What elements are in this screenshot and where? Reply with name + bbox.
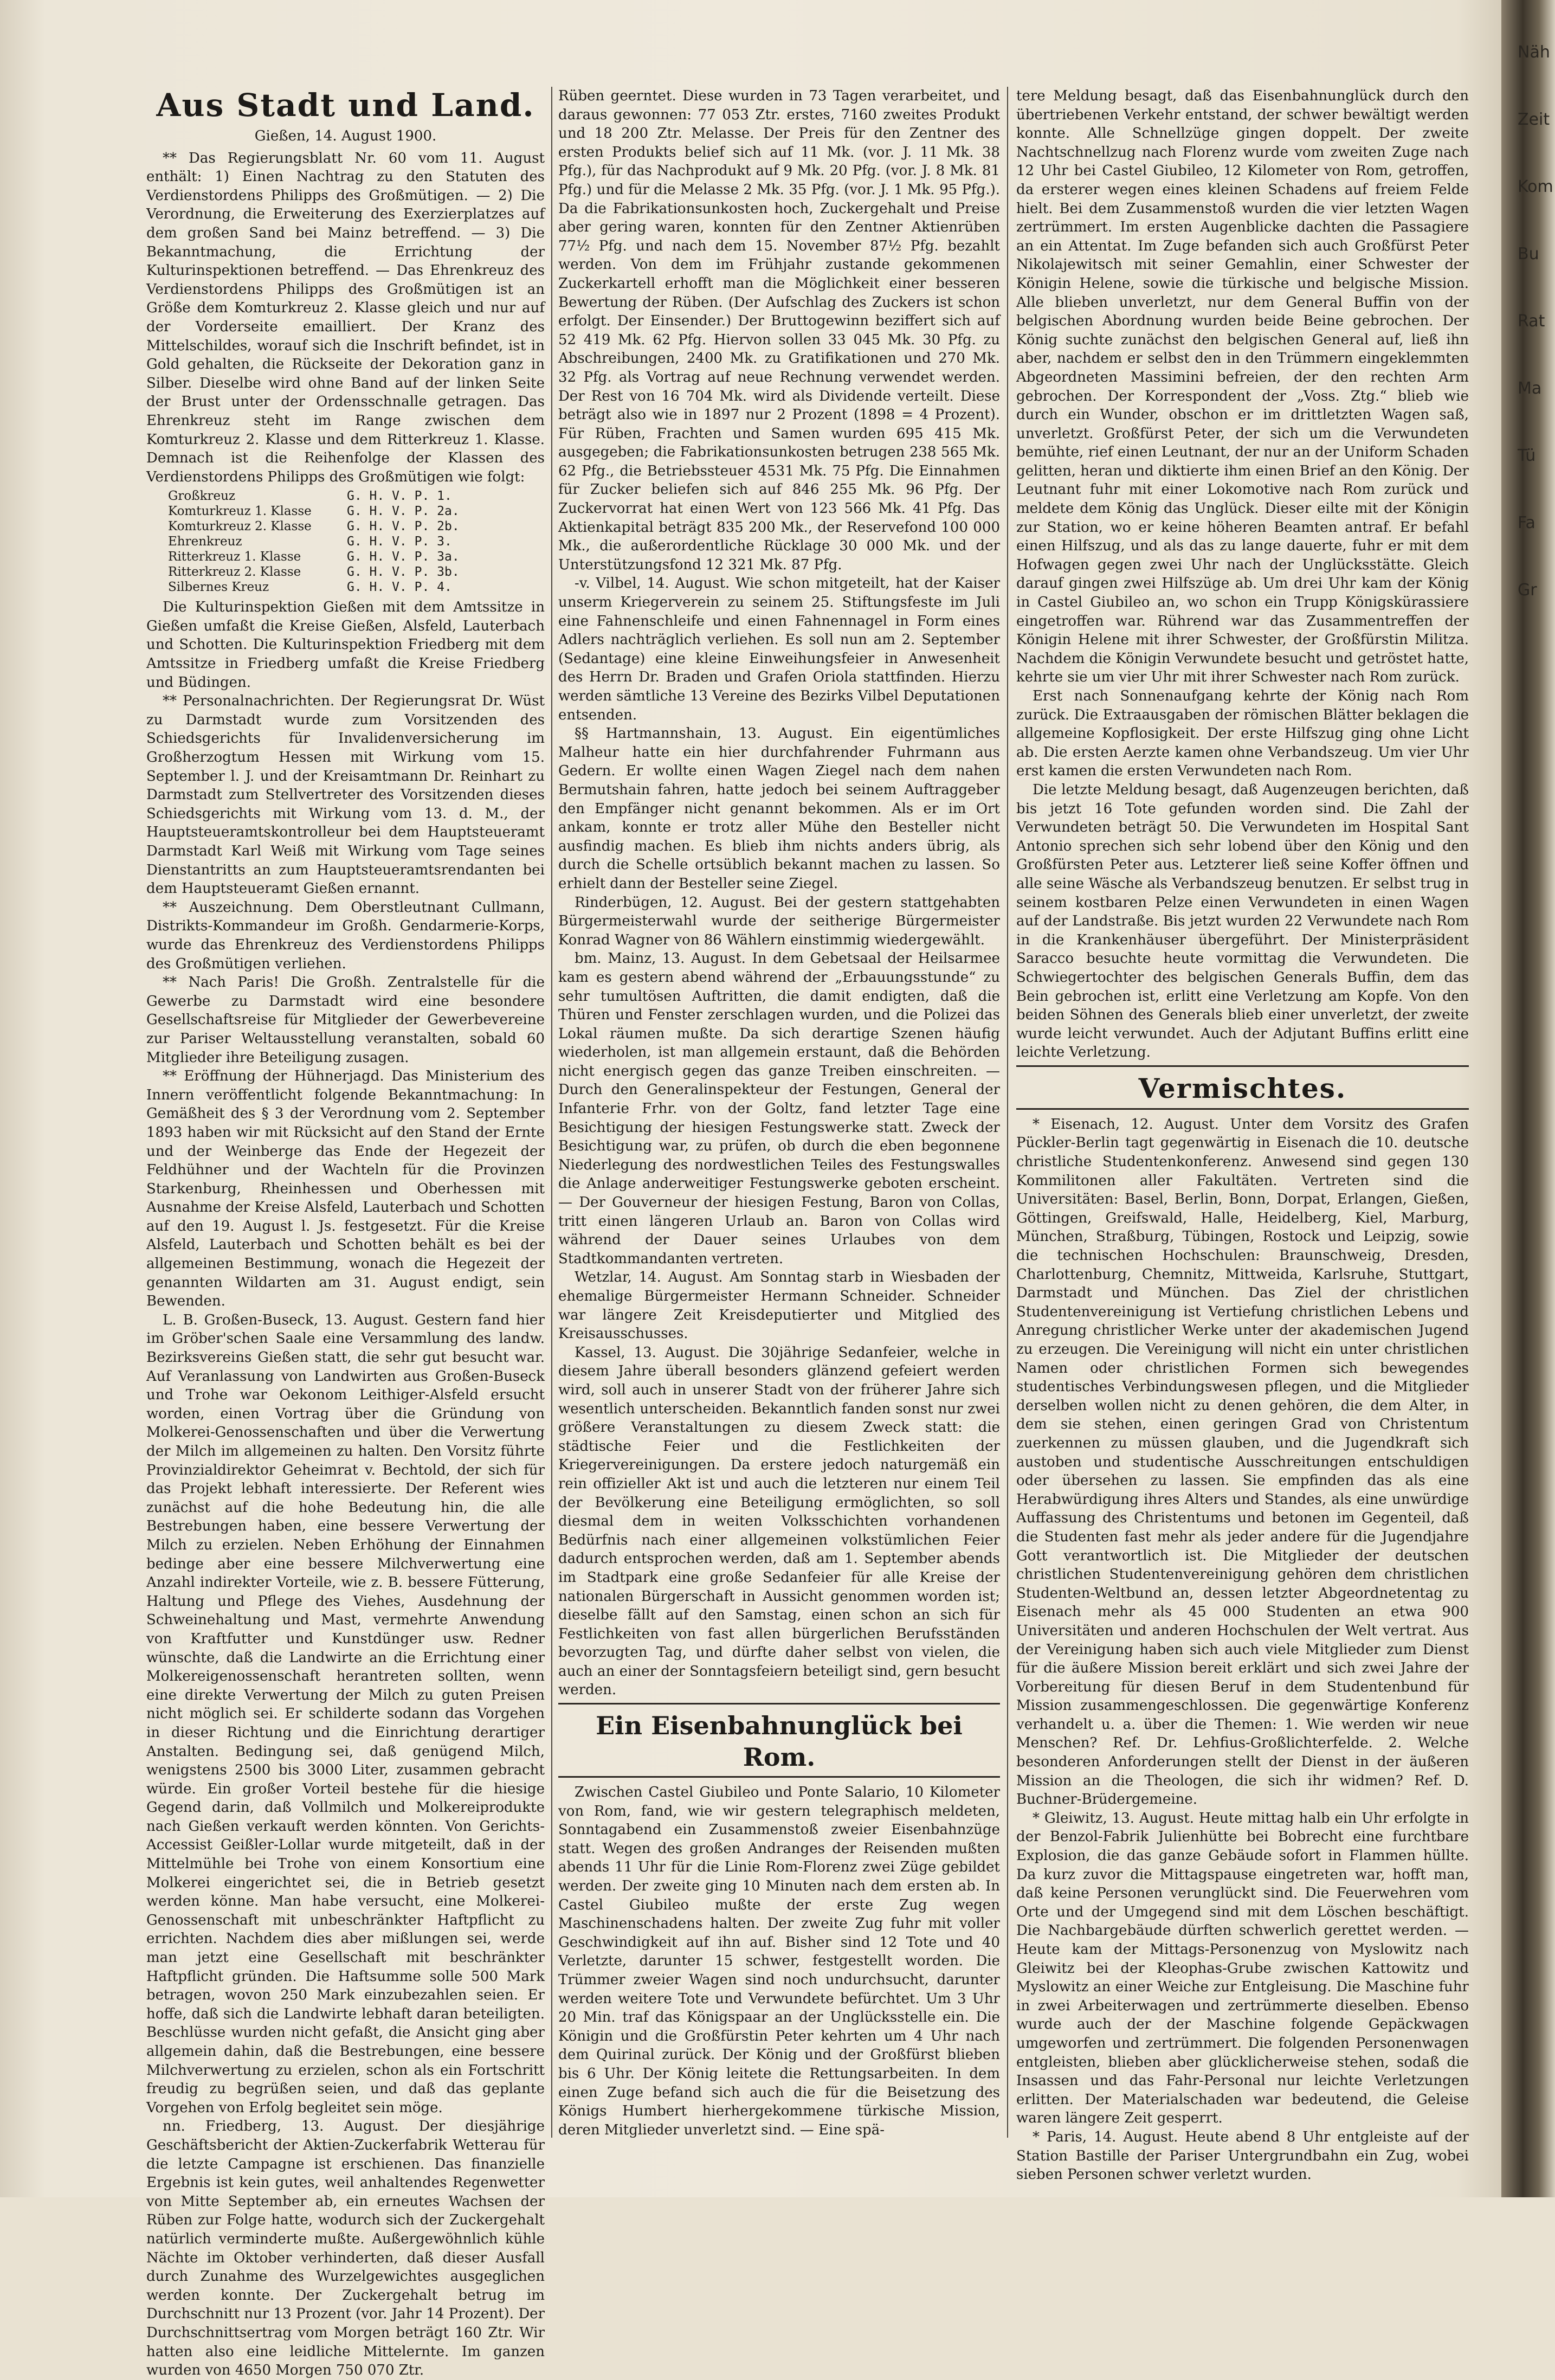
adjacent-page-fragment	[1518, 43, 1555, 2158]
order-class-list	[168, 488, 545, 595]
fragment-text: Gr	[1518, 581, 1537, 600]
section-title: Aus Stadt und Land.	[156, 87, 535, 124]
paragraph: Kassel, 13. August. Die 30jährige Sedanfeier, welche in diesem Jahre überall besonders glänzend gefeiert werden wird, soll auch in unserer Stadt von der früherer Jahre sich wesentlich unterscheiden. Bekanntlich fanden sonst nur zwei größere Veranstaltungen zu diesem Zweck statt: die städtische Feier und die Festlichkeiten der Kriegervereinigungen. Da erstere jedoch naturgemäß ein rein offizieller Akt ist und auch die letzteren nur einem Teil der Bevölkerung eine Beteiligung ermöglichten, so soll diesmal dem in weiten Volksschichten vorhandenen Bedürfnis nach einer allgemeinen volkstümlichen Feier dadurch entsprochen werden, daß am 1. September abends im Stadtpark eine große Sedanfeier für alle Kreise der nationalen Bürgerschaft in Aussicht genommen worden ist; dieselbe fällt auf den Samstag, einen schon an sich für Festlichkeiten von fast allen bürgerlichen Berufsständen bevorzugten Tag, und dürfte daher selbst von vielen, die auch an einer der Sonntagsfeiern beteiligt sind, gern besucht werden.	[558, 1344, 1000, 1699]
list-item: Ehrenkreuz G. H. V. P. 3.	[168, 535, 452, 549]
paragraph: * Paris, 14. August. Heute abend 8 Uhr entgleiste auf der Station Bastille der Pariser Untergrundbahn ein Zug, wobei sieben Personen schwer verletzt wurden.	[1016, 2128, 1469, 2183]
divider	[1016, 1108, 1469, 1110]
paragraph: tere Meldung besagt, daß das Eisenbahnunglück durch den übertriebenen Verkehr entstand, der schwer bewältigt werden konnte. Alle Schnellzüge gingen doppelt. Der zweite Nachtschnellzug nach Florenz wurde vom zweiten Zuge nach 12 Uhr bei Castel Giubileo, 12 Kilometer von Rom, getroffen, da ersterer wegen eines kleinen Schadens auf freiem Felde hielt. Bei dem Zusammenstoß wurden die vier letzten Wagen zertrümmert. Im ersten Augenblicke dachten die Passagiere an ein Attentat. Im Zuge befanden sich auch Großfürst Peter Nikolajewitsch mit seiner Gemahlin, einer Schwester der Königin Helene, sowie die türkische und belgische Mission. Alle blieben unverletzt, nur dem General Buffin von der belgischen Abordnung wurden beide Beine gebrochen. Der König suchte zunächst den belgischen General auf, ließ ihn aber, nachdem er selbst den in den Trümmern eingeklemmten Abgeordneten Massimini befreien, der den rechten Arm gebrochen. Der Korrespondent der „Voss. Ztg.“ blieb wie durch ein Wunder, obschon er im drittletzten Wagen saß, unverletzt. Großfürst Peter, der sich um die Verwundeten bemühte, rief einen Leutnant, der nur an der Uniform Schaden gelitten, heran und diktierte ihm einen Brief an den König. Der Leutnant fuhr mit einer Lokomotive nach Rom zurück und meldete dem König das Unglück. Dieser eilte mit der Königin zur Station, wo er keine höheren Beamten antraf. Er befahl einen Hilfszug, und als das zu lange dauerte, fuhr er mit dem Hofwagen gegen zwei Uhr nach der Unglücksstätte. Gleich darauf gingen zwei Hilfszüge ab. Um drei Uhr kam der König in Castel Giubileo an, wo schon ein Trupp Königskürassiere eingetroffen war. Rührend war das Zusammentreffen der Königin Helene mit ihrer Schwester, der Großfürstin Militza. Nachdem die Königin Verwundete besucht und getröstet hatte, kehrte sie um vier Uhr mit ihrer Schwester nach Rom zurück.	[1016, 88, 1469, 686]
fragment-text: Bu	[1518, 245, 1539, 263]
list-item: Ritterkreuz 2. Klasse G. H. V. P. 3b.	[168, 565, 460, 580]
paragraph: ** Das Regierungsblatt Nr. 60 vom 11. August enthält: 1) Einen Nachtrag zu den Statuten des Verdienstordens Philipps des Großmütigen. — 2) Die Verordnung, die Erweiterung des Exerzierplatzes auf dem großen Sand bei Mainz betreffend. — 3) Die Bekanntmachung, die Errichtung der Kulturinspektionen betreffend. — Das Ehrenkreuz des Verdienstordens Philipps des Großmütigen ist an Größe dem Komturkreuz 2. Klasse gleich und nur auf der Vorderseite emailliert. Der Kranz des Mittelschildes, worauf sich die Inschrift befindet, ist in Gold gehalten, die Rückseite der Dekoration ganz in Silber. Dieselbe wird ohne Band auf der linken Seite der Brust unter der Ordensschnalle getragen. Das Ehrenkreuz steht im Range zwischen dem Komturkreuz 2. Klasse und dem Ritterkreuz 1. Klasse. Demnach ist die Reihenfolge der Klassen des Verdienstordens Philipps des Großmütigen wie folgt:	[146, 150, 545, 485]
dateline: Gießen, 14. August 1900.	[254, 128, 437, 144]
list-item: Großkreuz G. H. V. P. 1.	[168, 489, 452, 504]
column-3	[1016, 87, 1469, 2183]
paragraph: Die letzte Meldung besagt, daß Augenzeugen berichten, daß bis jetzt 16 Tote gefunden worden sind. Die Zahl der Verwundeten beträgt 50. Die Verwundeten im Hospital Sant Antonio sprechen sich sehr lobend über den König und den Großfürsten Peter aus. Letzterer ließ seine Koffer öffnen und alle seine Wäsche als Verbandszeug benutzen. Er selbst trug in seinem kostbaren Pelze einen Verwundeten in einen Wagen auf der Landstraße. Bis jetzt wurden 22 Verwundete nach Rom in die Krankenhäuser übergeführt. Der Ministerpräsident Saracco besuchte heute vormittag die Verwundeten. Die Schwiegertochter des belgischen Generals Buffin, dem das Bein gebrochen ist, erlitt eine Verletzung am Kopfe. Von den beiden Söhnen des Generals blieb einer unverletzt, der zweite wurde leicht verwundet. Auch der Adjutant Buffins erlitt eine leichte Verletzung.	[1016, 781, 1469, 1061]
paragraph: Wetzlar, 14. August. Am Sonntag starb in Wiesbaden der ehemalige Bürgermeister Hermann Schneider. Schneider war längere Zeit Kreisdeputierter und Mitglied des Kreisausschusses.	[558, 1269, 1000, 1342]
paragraph: * Gleiwitz, 13. August. Heute mittag halb ein Uhr erfolgte in der Benzol-Fabrik Julienhütte bei Bobrecht eine furchtbare Explosion, die das ganze Gebäude sofort in Flammen hüllte. Da kurz zuvor die Mittagspause eingetreten war, hofft man, daß keine Personen verunglückt sind. Die Feuerwehren vom Orte und der Umgegend sind mit dem Löschen beschäftigt. Die Nachbargebäude dürften schwerlich gerettet werden. — Heute kam der Mittags-Personenzug von Myslowitz nach Gleiwitz bei der Kleophas-Grube zwischen Kattowitz und Myslowitz an einer Weiche zur Entgleisung. Die Maschine fuhr in zwei Arbeiterwagen und zertrümmerte dieselben. Ebenso wurde auch der der Maschine folgende Gepäckwagen umgeworfen und zertrümmert. Die folgenden Personenwagen entgleisten, blieben aber glücklicherweise stehen, sodaß die Insassen und das Fahr-Personal nur leichte Verletzungen erlitten. Der Materialschaden war bedeutend, die Geleise waren längere Zeit gesperrt.	[1016, 1810, 1469, 2127]
divider	[558, 1703, 1000, 1704]
fragment-text: Zeit	[1518, 110, 1550, 129]
paragraph: L. B. Großen-Buseck, 13. August. Gestern fand hier im Gröber'schen Saale eine Versammlung des landw. Bezirksvereins Gießen statt, die sehr gut besucht war. Auf Veranlassung von Landwirten aus Großen-Buseck und Trohe war Oekonom Leithiger-Alsfeld ersucht worden, einen Vortrag über die Gründung von Molkerei-Genossenschaften und über die Verwertung der Milch im allgemeinen zu halten. Den Vorsitz führte Provinzialdirektor Geheimrat v. Bechtold, der sich für das Projekt lebhaft interessierte. Der Referent wies zunächst auf die hohe Bedeutung hin, die alle Bestrebungen haben, eine bessere Verwertung der Milch zu erzielen. Neben Erhöhung der Einnahmen bedinge aber eine bessere Milchverwertung eine Anzahl indirekter Vorteile, wie z. B. bessere Fütterung, Haltung und Pflege des Viehes, Ausdehnung der Schweinehaltung und Mast, vermehrte Anwendung von Kraftfutter und Kunstdünger usw. Redner wünschte, daß die Landwirte an die Errichtung einer Molkereigenossenschaft herantreten sollten, wenn eine direkte Verwertung der Milch zu guten Preisen nicht möglich sei. Er schilderte sodann das Vorgehen in dieser Richtung und die Einrichtung derartiger Anstalten. Bedingung sei, daß genügend Milch, wenigstens 2500 bis 3000 Liter, zusammen gebracht würde. Ein großer Vorteil bestehe für die hiesige Gegend darin, daß Vollmilch und Molkereiprodukte nach Gießen verkauft werden könnten. Von Gerichts-Accessist Geißler-Lollar wurde mitgeteilt, daß in der Mittelmühle bei Trohe von einem Konsortium eine Molkerei eingerichtet sei, die in Betrieb gesetzt werden könne. Man habe versucht, eine Molkerei-Genossenschaft mit unbeschränkter Haftpflicht zu errichten. Nachdem dies aber mißlungen sei, werde man jetzt eine Gesellschaft mit beschränkter Haftpflicht gründen. Die Haftsumme solle 500 Mark betragen, wovon 250 Mark einzubezahlen seien. Er hoffe, daß sich die Landwirte lebhaft daran beteiligten. Beschlüsse wurden nicht gefaßt, die Ansicht ging aber allgemein dahin, daß die Bestrebungen, eine bessere Milchverwertung zu erzielen, schon als ein Fortschritt freudig zu begrüßen seien, und daß das geplante Vorgehen von Erfolg begleitet sein möge.	[146, 1311, 545, 2116]
fragment-text: Rat	[1518, 312, 1545, 331]
column-2	[558, 87, 1000, 2138]
fragment-text: Tü	[1518, 446, 1536, 465]
fragment-text: Fa	[1518, 513, 1535, 532]
paragraph: bm. Mainz, 13. August. In dem Gebetsaal der Heilsarmee kam es gestern abend während der „Erbauungsstunde“ zu sehr tumultösen Auftritten, die damit endigten, daß die Thüren und Fenster zerschlagen wurden, und die Polizei das Lokal räumen mußte. Da sich derartige Szenen häufig wiederholen, ist man allgemein erstaunt, daß die Behörden nicht energisch gegen das ganze Treiben einschreiten. — Durch den Generalinspekteur der Festungen, General der Infanterie Frhr. von der Goltz, fand letzter Tage eine Besichtigung der hiesigen Festungswerke statt. Zweck der Besichtigung war, zu prüfen, ob durch die eben begonnene Niederlegung des nordwestlichen Teiles des Festungswalles die Anlage anderweitiger Festungswerke geboten erscheint. — Der Gouverneur der hiesigen Festung, Baron von Collas, tritt einen längeren Urlaub an. Baron von Collas wird während der Dauer seines Urlaubes von dem Stadtkommandanten vertreten.	[558, 950, 1000, 1267]
list-item: Komturkreuz 1. Klasse G. H. V. P. 2a.	[168, 504, 460, 519]
paragraph: Die Kulturinspektion Gießen mit dem Amtssitze in Gießen umfaßt die Kreise Gießen, Alsfeld, Lauterbach und Schotten. Die Kulturinspektion Friedberg mit dem Amtssitze in Friedberg umfaßt die Kreise Friedberg und Büdingen.	[146, 599, 545, 691]
fragment-text: Kom	[1518, 177, 1553, 196]
divider	[558, 1776, 1000, 1778]
divider	[1016, 1065, 1469, 1067]
paragraph: nn. Friedberg, 13. August. Der diesjährige Geschäftsbericht der Aktien-Zuckerfabrik Wetterau für die letzte Campagne ist erschienen. Das finanzielle Ergebnis ist kein gutes, weil anhaltendes Regenwetter von Mitte September ab, ein erneutes Wachsen der Rüben zur Folge hatte, wodurch sich der Zuckergehalt natürlich verminderte mußte. Außergewöhnlich kühle Nächte im Oktober verhinderten, daß dieser Ausfall durch Zunahme des Wurzelgewichtes ausgeglichen werden konnte. Der Zuckergehalt betrug im Durchschnitt nur 13 Prozent (vor. Jahr 14 Prozent). Der Durchschnittsertrag vom Morgen beträgt 160 Ztr. Wir hatten also eine leidliche Mittelernte. Im ganzen wurden von 4650 Morgen 750 070 Ztr.	[146, 2118, 545, 2379]
paragraph: §§ Hartmannshain, 13. August. Ein eigentümliches Malheur hatte ein hier durchfahrender Fuhrmann aus Gedern. Er wollte einen Wagen Ziegel nach dem nahen Bermutshain fahren, hatte jedoch bei seinem Auftraggeber den Empfänger nicht genannt bekommen. Als er im Ort ankam, konnte er trotz aller Mühe den Besteller nicht ausfindig machen. Es blieb ihm nichts anders übrig, als durch die Schelle ortsüblich bekannt machen zu lassen. So erhielt dann der Besteller seine Ziegel.	[558, 725, 1000, 892]
paragraph: Rüben geerntet. Diese wurden in 73 Tagen verarbeitet, und daraus gewonnen: 77 053 Ztr. erstes, 7160 zweites Produkt und 18 200 Ztr. Melasse. Der Preis für den Zentner des ersten Produkts belief sich auf 11 Mk. (vor. J. 11 Mk. 38 Pfg.), für das Nachprodukt auf 9 Mk. 20 Pfg. (vor. J. 8 Mk. 81 Pfg.) und für die Melasse 2 Mk. 35 Pfg. (vor. J. 1 Mk. 95 Pfg.). Da die Fabrikationsunkosten hoch, Zuckergehalt und Preise aber gering waren, konnten für den Zentner Aktienrüben 77½ Pfg. und nach dem 15. November 87½ Pfg. bezahlt werden. Von dem im Frühjahr zustande gekommenen Zuckerkartell erhofft man die Möglichkeit einer besseren Bewertung der Rüben. (Der Aufschlag des Zuckers ist schon erfolgt. Der Einsender.) Der Bruttogewinn beziffert sich auf 52 419 Mk. 62 Pfg. Hiervon sollen 33 045 Mk. 30 Pfg. zu Abschreibungen, 2400 Mk. zu Gratifikationen und 270 Mk. 32 Pfg. als Vortrag auf neue Rechnung verwendet werden. Der Rest von 16 704 Mk. wird als Dividende verteilt. Diese beträgt also wie in 1897 nur 2 Prozent (1898 = 4 Prozent). Für Rüben, Frachten und Samen wurden 695 415 Mk. ausgegeben; die Fabrikationsunkosten betrugen 238 565 Mk. 62 Pfg., die Betriebssteuer 4531 Mk. 75 Pfg. Die Einnahmen für Zucker beliefen sich auf 846 255 Mk. 96 Pfg. Der Zuckervorrat hat einen Wert von 123 566 Mk. 41 Pfg. Das Aktienkapital beträgt 835 200 Mk., der Reservefond 100 000 Mk., die außerordentliche Rücklage 30 000 Mk. und der Unterstützungsfond 12 321 Mk. 87 Pfg.	[558, 88, 1000, 573]
column-rule	[551, 87, 552, 2138]
list-item: Ritterkreuz 1. Klasse G. H. V. P. 3a.	[168, 550, 460, 564]
fragment-text: Ma	[1518, 379, 1542, 398]
paragraph: Erst nach Sonnenaufgang kehrte der König nach Rom zurück. Die Extraausgaben der römischen Blätter beklagen die allgemeine Kopflosigkeit. Der erste Hilfszug ging ohne Licht ab. Die ersten Aerzte kamen ohne Verbandszeug. Um vier Uhr erst kamen die ersten Verwundeten nach Rom.	[1016, 688, 1469, 780]
paragraph: ** Nach Paris! Die Großh. Zentralstelle für die Gewerbe zu Darmstadt wird eine besondere Gesellschaftsreise für Mitglieder der Gewerbevereine zur Pariser Weltausstellung veranstalten, sobald 60 Mitglieder ihre Beteiligung zusagen.	[146, 974, 545, 1066]
fragment-text: Näh	[1518, 43, 1550, 62]
paragraph: ** Personalnachrichten. Der Regierungsrat Dr. Wüst zu Darmstadt wurde zum Vorsitzenden des Schiedsgerichts für Invalidenversicherung im Großherzogtum Hessen mit Wirkung vom 15. September l. J. und der Kreisamtmann Dr. Reinhart zu Darmstadt zum Stellvertreter des Vorsitzenden dieses Schiedsgerichts mit Wirkung vom 13. d. M., der Hauptsteueramtskontrolleur bei dem Hauptsteueramt Darmstadt Karl Weiß mit Wirkung vom Tage seines Dienstantritts an zum Hauptsteueramtsrendanten bei dem Hauptsteueramt Gießen ernannt.	[146, 693, 545, 897]
column-rule	[1007, 87, 1008, 2138]
section-title: Vermischtes.	[1138, 1072, 1347, 1104]
paragraph: * Eisenach, 12. August. Unter dem Vorsitz des Grafen Pückler-Berlin tagt gegenwärtig in Eisenach die 10. deutsche christliche Studentenkonferenz. Anwesend sind gegen 130 Kommilitonen aller Fakultäten. Vertreten sind die Universitäten: Basel, Berlin, Bonn, Dorpat, Erlangen, Gießen, Göttingen, Greifswald, Halle, Heidelberg, Kiel, Marburg, München, Straßburg, Tübingen, Rostock und Leipzig, sowie die technischen Hochschulen: Braunschweig, Dresden, Charlottenburg, Chemnitz, Mittweida, Karlsruhe, Stuttgart, Darmstadt und München. Das Ziel der christlichen Studentenvereinigung ist Vertiefung christlichen Lebens und Anregung christlicher Werke unter der akademischen Jugend zu erzeugen. Die Vereinigung will nicht ein unter christlichen Namen oder christlichen Formen sich bewegendes studentisches Verbindungswesen pflegen, und die Mitglieder derselben wollen nicht zu denen gehören, die dem Alter, in dem sie stehen, einen geringen Grad von Christentum zuerkennen zu müssen glauben, und die Jugendkraft sich austoben und studentische Ausschreitungen entschuldigen oder übersehen zu lassen. Sie empfinden das als eine Herabwürdigung ihres Alters und Standes, als eine unwürdige Auffassung des Christentums und betonen im Gegenteil, daß die Studenten fast mehr als jeder andere für die Jugendjahre Gott verantwortlich ist. Die Mitglieder der deutschen christlichen Studentenvereinigung gehören dem christlichen Studenten-Weltbund an, dessen letzter Abgeordnetentag zu Eisenach mehr als 45 000 Studenten an etwa 900 Universitäten und anderen Hochschulen der Welt vertrat. Aus der Vereinigung haben sich auch viele Mitglieder zum Dienst für die äußere Mission bereit erklärt und sich zwei Jahre der Vorbereitung für diesen Beruf in dem Studentenbund für Mission zusammengeschlossen. Die gegenwärtige Konferenz verhandelt u. a. über die Themen: 1. Wie werden wir neue Menschen? Ref. Dr. Lehfius-Großlichterfelde. 2. Welche besonderen Anforderungen stellt der Dienst in der äußeren Mission an die Theologen, die sich ihr widmen? Ref. D. Buchner-Brüdergemeine.	[1016, 1116, 1469, 1808]
paragraph: Zwischen Castel Giubileo und Ponte Salario, 10 Kilometer von Rom, fand, wie wir gestern telegraphisch meldeten, Sonntagabend ein Zusammenstoß zweier Eisenbahnzüge statt. Wegen des großen Andranges der Reisenden mußten abends 11 Uhr für die Linie Rom-Florenz zwei Züge gebildet werden. Der zweite ging 10 Minuten nach dem ersten ab. In Castel Giubileo mußte der erste Zug wegen Maschinenschadens halten. Der zweite Zug fuhr mit voller Geschwindigkeit auf ihn auf. Bisher sind 12 Tote und 40 Verletzte, darunter 15 schwer, festgestellt worden. Die Trümmer zweier Wagen sind noch undurchsucht, darunter werden weitere Tote und Verwundete befürchtet. Um 3 Uhr 20 Min. traf das Königspaar an der Unglücksstelle ein. Die Königin und die Großfürstin Peter kehrten um 4 Uhr nach dem Quirinal zurück. Der König und der Großfürst blieben bis 6 Uhr. Der König leitete die Rettungsarbeiten. In dem einen Zuge befand sich auch die für die Beisetzung des Königs Humbert hierhergekommene türkische Mission, deren Mitglieder unverletzt sind. — Eine spä-	[558, 1784, 1000, 2138]
column-1	[146, 87, 545, 2379]
list-item: Komturkreuz 2. Klasse G. H. V. P. 2b.	[168, 519, 460, 534]
list-item: Silbernes Kreuz G. H. V. P. 4.	[168, 580, 452, 595]
paragraph: ** Auszeichnung. Dem Oberstleutnant Cullmann, Distrikts-Kommandeur im Großh. Gendarmerie-Korps, wurde das Ehrenkreuz des Verdienstordens Philipps des Großmütigen verliehen.	[146, 899, 545, 972]
paragraph: Rinderbügen, 12. August. Bei der gestern stattgehabten Bürgermeisterwahl wurde der seitherige Bürgermeister Konrad Wagner von 86 Wählern einstimmig wiedergewählt.	[558, 894, 1000, 948]
article-title: Ein Eisenbahnunglück bei Rom.	[596, 1711, 963, 1772]
paragraph: ** Eröffnung der Hühnerjagd. Das Ministerium des Innern veröffentlicht folgende Bekanntmachung: In Gemäßheit des § 3 der Verordnung vom 2. September 1893 haben wir mit Rücksicht auf den Stand der Ernte und der Weinberge das Ende der Hegezeit der Feldhühner und der Wachteln für die Provinzen Starkenburg, Rheinhessen und Oberhessen mit Ausnahme der Kreise Alsfeld, Lauterbach und Schotten auf den 19. August l. Js. festgesetzt. Für die Kreise Alsfeld, Lauterbach und Schotten behält es bei der allgemeinen Bestimmung, wonach die Hegezeit der genannten Wildarten am 31. August endigt, sein Bewenden.	[146, 1068, 545, 1310]
paragraph: -v. Vilbel, 14. August. Wie schon mitgeteilt, hat der Kaiser unserm Kriegerverein zu seinem 25. Stiftungsfeste im Juli eine Fahnenschleife und einen Fahnennagel in Form eines Adlers nachträglich verliehen. Es soll nun am 2. September (Sedantage) eine kleine Einweihungsfeier in Anwesenheit des Herrn Dr. Braden und Grafen Oriola stattfinden. Hierzu werden sämtliche 13 Vereine des Bezirks Vilbel Deputationen entsenden.	[558, 575, 1000, 723]
